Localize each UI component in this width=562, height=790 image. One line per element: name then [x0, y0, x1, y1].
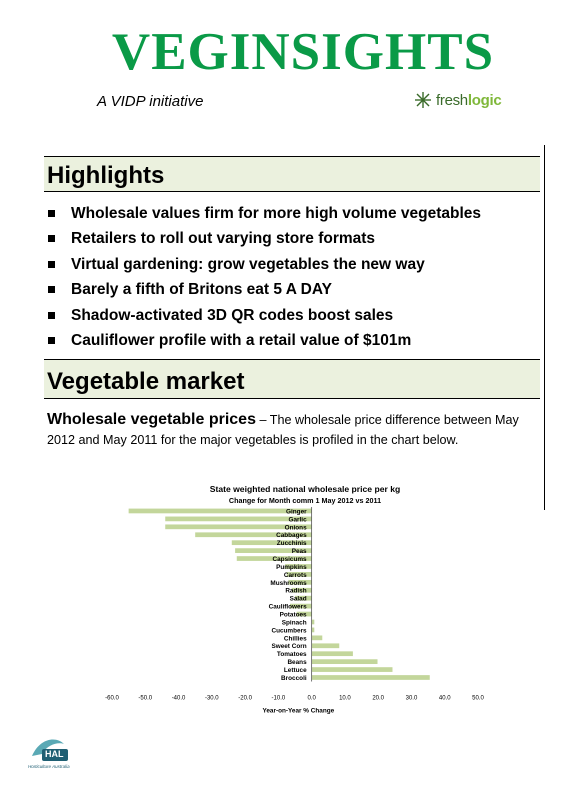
margin-rule: [544, 145, 545, 510]
highlight-text: Barely a fifth of Britons eat 5 A DAY: [71, 281, 332, 299]
x-tick-label: 0.0: [307, 695, 316, 702]
highlight-text: Wholesale values firm for more high volume vegetables: [71, 205, 482, 222]
category-label: Cucumbers: [271, 627, 307, 635]
subtitle: A VIDP initiative: [97, 93, 204, 110]
x-axis-label: Year-on-Year % Change: [262, 707, 335, 715]
category-label: Cabbages: [276, 532, 307, 540]
highlight-text: Retailers to roll out varying store formats: [71, 230, 376, 248]
logo-text-logic: logic: [467, 91, 502, 109]
x-tick-label: 20.0: [372, 695, 385, 702]
chart-bar: [312, 651, 353, 656]
category-label: Mushrooms: [270, 579, 307, 587]
x-tick-label: -60.0: [105, 695, 119, 702]
chart-bar: [312, 635, 323, 640]
highlight-item: [47, 279, 481, 304]
x-tick-label: -40.0: [171, 695, 186, 702]
hal-logo-text: HAL: [45, 749, 64, 759]
chart-bar: [312, 659, 378, 664]
category-label: Potatoes: [279, 611, 307, 619]
logo-text-fresh: fresh: [436, 91, 468, 109]
market-paragraph: [47, 410, 542, 450]
category-label: Chillies: [283, 635, 307, 643]
hal-logo: [28, 734, 98, 777]
wholesale-price-chart: [90, 476, 510, 721]
category-label: Sweet Corn: [271, 643, 307, 651]
category-label: Tomatoes: [276, 651, 307, 659]
x-tick-label: 10.0: [339, 695, 351, 702]
x-tick-label: -10.0: [271, 695, 286, 702]
category-label: Zucchinis: [276, 540, 307, 548]
category-label: Spinach: [281, 619, 307, 627]
x-tick-label: 50.0: [472, 695, 484, 702]
highlight-text: Virtual gardening: grow vegetables the new way: [71, 255, 425, 273]
chart-bar: [312, 675, 430, 680]
chart-bar: [312, 667, 393, 672]
chart-bar: [129, 509, 312, 514]
highlight-item: [47, 305, 481, 330]
x-tick-label: -30.0: [204, 695, 219, 702]
category-label: Broccoli: [281, 674, 307, 682]
x-tick-label: 40.0: [438, 695, 451, 702]
bullet-icon: [48, 337, 55, 344]
market-body: – The wholesale price difference between May 2012 and May 2011 for the major vegetables is profiled in the chart below.: [47, 413, 519, 447]
category-label: Onions: [284, 524, 307, 532]
bullet-icon: [48, 312, 55, 319]
category-label: Lettuce: [283, 667, 307, 675]
highlight-item: [47, 330, 481, 355]
x-tick-label: -20.0: [238, 695, 252, 702]
chart-title: State weighted national wholesale price per kg: [209, 484, 401, 494]
category-label: Peas: [291, 548, 307, 556]
starburst-icon: [412, 91, 434, 109]
category-label: Pumpkins: [276, 563, 307, 571]
bullet-icon: [48, 210, 55, 217]
bullet-icon: [48, 261, 55, 268]
highlight-text: Cauliflower profile with a retail value of $101m: [71, 331, 412, 349]
bullet-icon: [48, 235, 55, 242]
highlight-item: [47, 203, 481, 228]
freshlogic-logo: [412, 91, 501, 109]
page-title: VEGINSIGHTS: [111, 23, 495, 81]
highlight-item: [47, 228, 481, 253]
category-label: Ginger: [286, 508, 307, 516]
category-label: Salad: [289, 595, 307, 603]
vegetable-market-heading: Vegetable market: [44, 359, 540, 399]
category-label: Capsicums: [272, 556, 307, 564]
category-label: Garlic: [288, 516, 307, 524]
x-tick-label: 30.0: [405, 695, 418, 702]
chart-bar: [312, 643, 340, 648]
hal-caption: Horticulture Australia: [28, 764, 70, 769]
market-lead: Wholesale vegetable prices: [47, 411, 256, 428]
category-label: Carrots: [283, 571, 307, 579]
x-tick-label: -50.0: [138, 695, 153, 702]
highlight-text: Shadow-activated 3D QR codes boost sales: [71, 306, 394, 324]
category-label: Beans: [287, 659, 307, 667]
category-label: Radish: [285, 587, 307, 595]
highlights-list: [47, 203, 481, 355]
highlights-heading: Highlights: [44, 156, 540, 192]
category-label: Cauliflowers: [268, 603, 307, 611]
chart-subtitle: Change for Month comm 1 May 2012 vs 2011: [228, 496, 382, 505]
highlight-item: [47, 254, 481, 279]
bullet-icon: [48, 286, 55, 293]
